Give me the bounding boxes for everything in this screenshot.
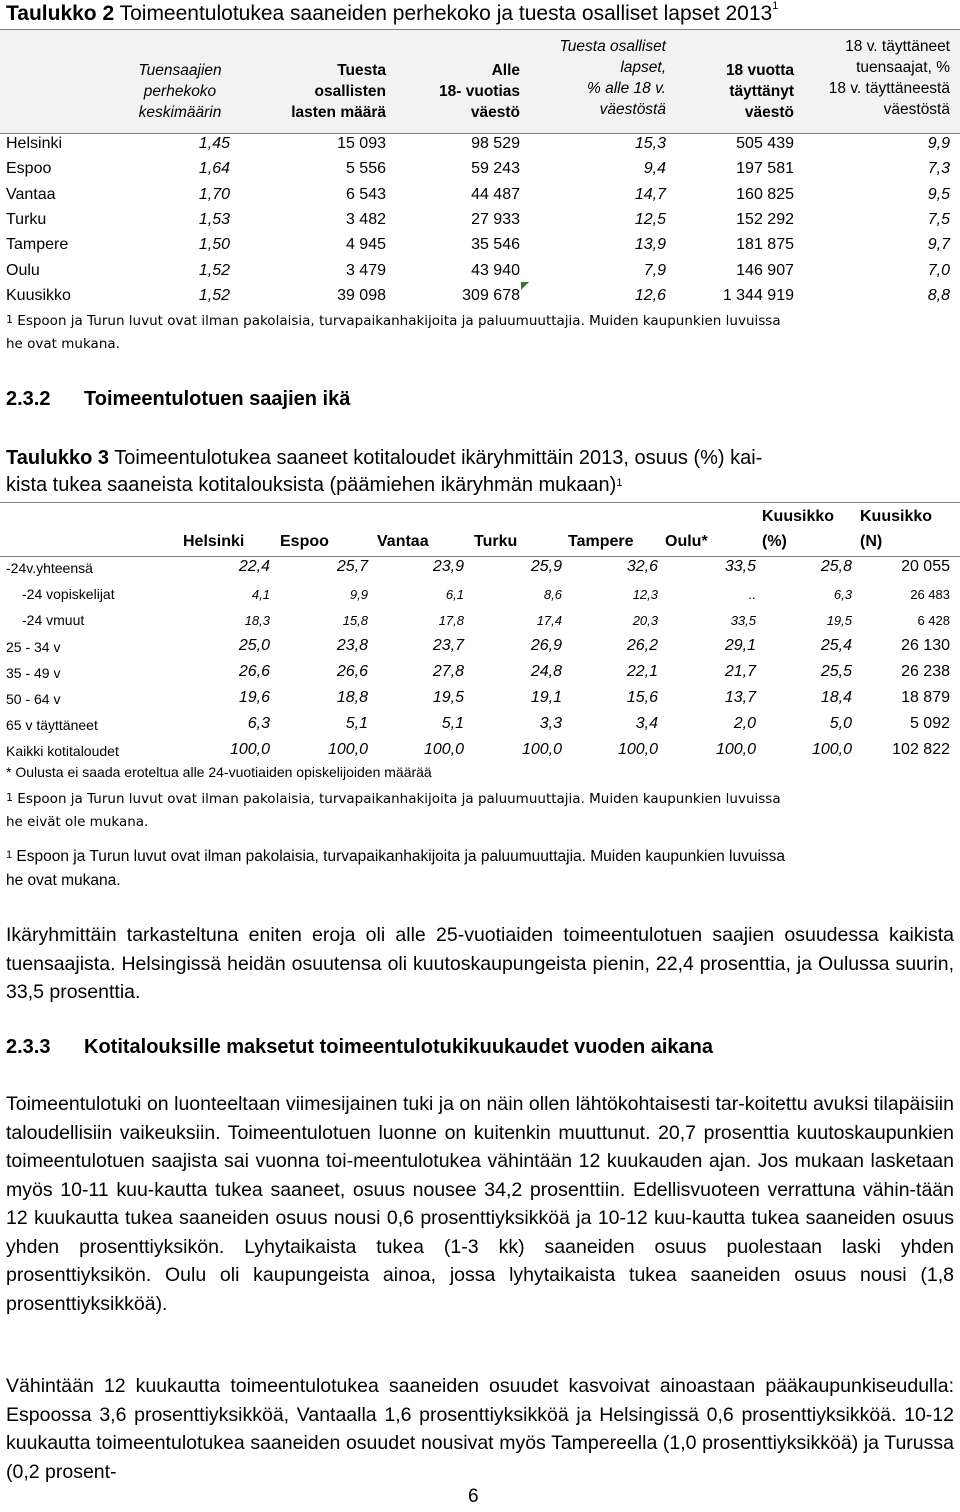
cell-helsinki: 100,0 <box>229 741 270 759</box>
cell-helsinki: 4,1 <box>251 587 270 603</box>
table-row <box>0 234 960 259</box>
cell-oulu: 33,5 <box>724 558 756 575</box>
cell-vantaa: 100,0 <box>423 741 464 759</box>
header-18v-tuensaajat: 18 v. täyttäneet tuensaajat, % 18 v. täyttäneestä väestöstä <box>828 38 950 118</box>
cell-pct: 13,9 <box>634 236 666 254</box>
cell-espoo: 9,9 <box>349 587 368 603</box>
table-row <box>0 634 960 660</box>
table3-footnote-2: $^1$ Espoon ja Turun luvut ovat ilman pakolaisia, turvapaikanhakijoita ja paluumuuttajia. Muiden kaupunkien luvuissa he ovat mukana. <box>6 848 786 889</box>
header-18v-vaesto: 18 vuotta täyttänyt väestö <box>725 62 794 121</box>
cell-aikuiset-pct: 8,8 <box>927 286 950 304</box>
cell-espoo: 26,6 <box>336 662 368 680</box>
cell-alle18: 98 529 <box>471 135 520 152</box>
cell-turku: 19,1 <box>530 689 562 706</box>
cell-pct: 14,7 <box>634 185 666 203</box>
header-helsinki: Helsinki <box>183 533 245 550</box>
cell-pct: 12,5 <box>634 210 666 228</box>
header-lasten-maara: Tuesta osallisten lasten määrä <box>291 62 386 121</box>
cell-lapset: 6 543 <box>345 185 386 203</box>
cell-city: Espoo <box>6 160 52 178</box>
cell-oulu: 2,0 <box>733 715 756 733</box>
cell-label: 35 - 49 v <box>6 664 61 681</box>
cell-yli18: 181 875 <box>736 236 794 254</box>
cell-helsinki: 19,6 <box>238 689 270 706</box>
cell-pct: 9,4 <box>643 160 666 178</box>
table2-title: Taulukko 2 Toimeentulotukea saaneiden perhekoko ja tuesta osalliset lapset 2013$^1$ <box>6 0 779 25</box>
cell-alle18: 35 546 <box>471 236 520 254</box>
cell-oulu: 29,1 <box>724 636 756 654</box>
cell-alle18: 44 487 <box>471 185 520 203</box>
header-turku: Turku <box>474 533 518 550</box>
cell-aikuiset-pct: 7,0 <box>927 261 950 279</box>
header-alle18-vaesto: Alle 18- vuotias väestö <box>439 62 520 121</box>
cell-lapset: 4 945 <box>345 236 386 254</box>
header-tampere: Tampere <box>568 533 634 550</box>
cell-espoo: 5,1 <box>345 715 368 733</box>
cell-vantaa: 19,5 <box>432 689 464 706</box>
cell-espoo: 100,0 <box>327 741 368 759</box>
cell-helsinki: 6,3 <box>247 715 270 733</box>
cell-turku: 24,8 <box>530 662 562 680</box>
header-kuusikko-n-unit: (N) <box>860 533 883 550</box>
cell-perhekoko: 1,70 <box>198 185 230 203</box>
cell-lapset: 3 482 <box>345 210 386 228</box>
cell-kuusikko-n: 102 822 <box>892 741 950 759</box>
cell-tampere: 12,3 <box>632 587 658 603</box>
table-row <box>0 133 960 158</box>
cell-perhekoko: 1,52 <box>198 286 230 304</box>
cell-oulu: 21,7 <box>724 662 756 680</box>
cell-helsinki: 18,3 <box>244 613 270 629</box>
table-row <box>0 607 960 633</box>
cell-espoo: 15,8 <box>342 613 368 629</box>
cell-alle18: 309 678 <box>462 286 520 304</box>
cell-turku: 17,4 <box>536 613 562 629</box>
cell-vantaa: 5,1 <box>441 715 464 733</box>
cell-yli18: 152 292 <box>736 210 794 228</box>
cell-aikuiset-pct: 9,7 <box>927 236 950 254</box>
cell-turku: 26,9 <box>530 636 562 654</box>
cell-oulu: 33,5 <box>730 613 756 629</box>
cell-tampere: 32,6 <box>626 558 658 575</box>
cell-kuusikko-n: 26 238 <box>901 662 950 680</box>
table-row <box>0 686 960 712</box>
table-row <box>0 555 960 581</box>
cell-lapset: 3 479 <box>345 261 386 279</box>
cell-perhekoko: 1,50 <box>198 236 230 254</box>
cell-tampere: 15,6 <box>626 689 658 706</box>
table2-header <box>0 29 960 134</box>
cell-kuusikko-n: 26 483 <box>910 587 950 603</box>
cell-city: Turku <box>6 210 47 228</box>
table-row <box>0 260 960 285</box>
cell-turku: 8,6 <box>543 587 562 603</box>
cell-city: Tampere <box>6 236 69 254</box>
header-espoo: Espoo <box>280 533 329 550</box>
cell-kuusikko-n: 6 428 <box>917 613 950 629</box>
cell-kuusikko-pct: 25,4 <box>820 636 852 654</box>
cell-turku: 25,9 <box>530 558 562 575</box>
cell-tampere: 26,2 <box>626 636 658 654</box>
cell-oulu: 100,0 <box>715 741 756 759</box>
cell-comment-marker-icon <box>521 282 529 290</box>
table-row <box>0 712 960 738</box>
header-oulu: Oulu* <box>665 533 708 550</box>
header-vantaa: Vantaa <box>377 533 429 550</box>
header-kuusikko-n: Kuusikko <box>860 508 933 525</box>
cell-tampere: 20,3 <box>632 613 658 629</box>
paragraph-age-groups: Ikäryhmittäin tarkasteltuna eniten eroja oli alle 25-vuotiaiden toimeentulotuen saajien osuudessa kaikista tuensaajista. Helsingissä heidän osuutensa oli kuutoskaupungeista pienin, 22,4 prosenttia, ja Oulussa suurin, 33,5 prosenttia. <box>6 924 954 1003</box>
table3-header <box>0 502 960 557</box>
cell-pct: 15,3 <box>634 135 666 152</box>
cell-alle18: 59 243 <box>471 160 520 178</box>
table-row <box>0 158 960 183</box>
cell-alle18: 43 940 <box>471 261 520 279</box>
cell-espoo: 25,7 <box>336 558 368 575</box>
cell-aikuiset-pct: 9,5 <box>927 185 950 203</box>
cell-oulu: .. <box>748 587 756 603</box>
cell-aikuiset-pct: 7,3 <box>927 160 950 178</box>
table3-footnote: $^1$ Espoon ja Turun luvut ovat ilman pakolaisia, turvapaikanhakijoita ja paluumuuttajia. Muiden kaupunkien luvuissa he eivät ole mukana. <box>6 791 781 830</box>
cell-vantaa: 6,1 <box>445 587 464 603</box>
paragraph-12-month-shares: Vähintään 12 kuukautta toimeentulotukea saaneiden osuudet kasvoivat ainoastaan pääkaupunkiseudulla: Espoossa 3,6 prosenttiyksikköä, Vantaalla 1,6 prosenttiyksikköä ja Helsingissä 0,6 prosenttiyksikköä. 10-12 kuukautta toimeentulotukea saaneiden osuudet nousivat myös Tampereella (1,0 prosenttiyksikköä) ja Turussa (0,2 prosent- <box>6 1375 954 1483</box>
cell-perhekoko: 1,64 <box>198 160 230 178</box>
cell-label: 65 v täyttäneet <box>6 717 98 734</box>
cell-kuusikko-n: 5 092 <box>909 715 950 733</box>
cell-aikuiset-pct: 9,9 <box>927 135 950 152</box>
cell-label: -24v.yhteensä <box>6 560 93 576</box>
cell-helsinki: 26,6 <box>238 662 270 680</box>
cell-city: Oulu <box>6 261 40 279</box>
cell-perhekoko: 1,45 <box>198 135 230 152</box>
cell-vantaa: 17,8 <box>438 613 464 629</box>
cell-aikuiset-pct: 7,5 <box>927 210 950 228</box>
header-lapset-pct: Tuesta osalliset lapset, % alle 18 v. väestöstä <box>559 38 666 118</box>
cell-vantaa: 23,7 <box>432 636 464 654</box>
table-row <box>0 184 960 209</box>
cell-oulu: 13,7 <box>724 689 756 706</box>
cell-kuusikko-n: 26 130 <box>901 636 950 654</box>
cell-perhekoko: 1,52 <box>198 261 230 279</box>
cell-kuusikko-pct: 19,5 <box>826 613 852 629</box>
section-heading-2-3-2: 2.3.2 Toimeentulotuen saajien ikä <box>6 388 351 410</box>
cell-lapset: 15 093 <box>337 135 386 152</box>
cell-yli18: 1 344 919 <box>722 286 794 304</box>
table-row <box>0 660 960 686</box>
cell-city: Helsinki <box>6 135 63 152</box>
table-row <box>0 209 960 234</box>
table-row <box>0 738 960 764</box>
cell-kuusikko-pct: 5,0 <box>829 715 852 733</box>
cell-yli18: 160 825 <box>736 185 794 203</box>
cell-kuusikko-pct: 100,0 <box>811 741 852 759</box>
cell-kuusikko-n: 20 055 <box>901 558 950 575</box>
table-row <box>0 581 960 607</box>
cell-vantaa: 23,9 <box>432 558 464 575</box>
cell-city: Kuusikko <box>6 286 71 304</box>
paragraph-support-nature: Toimeentulotuki on luonteeltaan viimesijainen tuki ja on näin ollen lähtökohtaisesti tar-koitettu avuksi tilapäisiin taloudellisiin vaikeuksiin. Toimeentulotuen luonne on kuitenkin muuttunut. 20,7 prosenttia kuutoskaupunkien toimeentulotuen saajista sai vuonna toi-meentulotukea vähintään 12 kuukauden ajan. Jos mukaan lasketaan myös 10-11 kuu-kautta tukea saaneet, osuus nousee 34,2 prosenttiin. Edellisvuoteen verrattuna vähin-tään 12 kuukautta tukea saaneiden osuus nousi 0,6 prosenttiyksikköä ja 10-12 kuu-kautta tukea saaneiden osuus yhden prosenttiyksikön. Lyhytaikaista tukea (1-3 kk) saaneiden osuus puolestaan laski yhden prosenttiyksikön. Oulu oli kaupungeista ainoa, jossa lyhytaikaista tukea saaneiden osuus nousi (1,8 prosenttiyksikköä). <box>6 1093 954 1315</box>
cell-kuusikko-pct: 6,3 <box>833 587 852 603</box>
header-kuusikko-pct-unit: (%) <box>762 533 787 550</box>
cell-perhekoko: 1,53 <box>198 210 230 228</box>
page-number: 6 <box>468 1486 479 1507</box>
cell-vantaa: 27,8 <box>432 662 464 680</box>
cell-kuusikko-pct: 25,8 <box>820 558 852 575</box>
cell-label: -24 vopiskelijat <box>22 586 115 603</box>
cell-alle18: 27 933 <box>471 210 520 228</box>
header-perhekoko: Tuensaajien perhekoko keskimäärin <box>138 62 222 121</box>
table3-star-note: * Oulusta ei saada eroteltua alle 24-vuotiaiden opiskelijoiden määrää <box>6 764 432 780</box>
cell-turku: 3,3 <box>539 715 562 733</box>
cell-pct: 12,6 <box>634 286 666 304</box>
cell-label: -24 vmuut <box>22 612 85 629</box>
cell-espoo: 18,8 <box>336 689 368 706</box>
cell-city: Vantaa <box>6 185 56 203</box>
cell-pct: 7,9 <box>643 261 666 279</box>
cell-turku: 100,0 <box>521 741 562 759</box>
cell-label: Kaikki kotitaloudet <box>6 743 119 760</box>
cell-helsinki: 22,4 <box>238 558 270 575</box>
cell-lapset: 39 098 <box>337 286 386 304</box>
cell-tampere: 100,0 <box>617 741 658 759</box>
cell-yli18: 197 581 <box>736 160 794 178</box>
table-row <box>0 285 960 310</box>
cell-helsinki: 25,0 <box>238 636 270 654</box>
cell-yli18: 146 907 <box>736 261 794 279</box>
cell-label: 25 - 34 v <box>6 638 61 655</box>
table3-title: Taulukko 3 Toimeentulotukea saaneet kotitaloudet ikäryhmittäin 2013, osuus (%) kai- kista tukea saaneista kotitalouksista (päämiehen ikäryhmän mukaan)$^1$ <box>6 447 763 496</box>
cell-label: 50 - 64 v <box>6 691 61 707</box>
cell-espoo: 23,8 <box>336 636 368 654</box>
cell-lapset: 5 556 <box>345 160 386 178</box>
cell-kuusikko-n: 18 879 <box>901 689 950 706</box>
cell-kuusikko-pct: 25,5 <box>820 662 852 680</box>
cell-yli18: 505 439 <box>736 135 794 152</box>
cell-kuusikko-pct: 18,4 <box>820 689 852 706</box>
cell-tampere: 3,4 <box>635 715 658 733</box>
section-heading-2-3-3: 2.3.3 Kotitalouksille maksetut toimeentulotukikuukaudet vuoden aikana <box>6 1036 714 1058</box>
header-kuusikko-pct: Kuusikko <box>762 508 835 525</box>
cell-tampere: 22,1 <box>626 662 658 680</box>
table2-footnote: $^1$ Espoon ja Turun luvut ovat ilman pakolaisia, turvapaikanhakijoita ja paluumuuttajia. Muiden kaupunkien luvuissa he ovat mukana. <box>6 313 781 352</box>
